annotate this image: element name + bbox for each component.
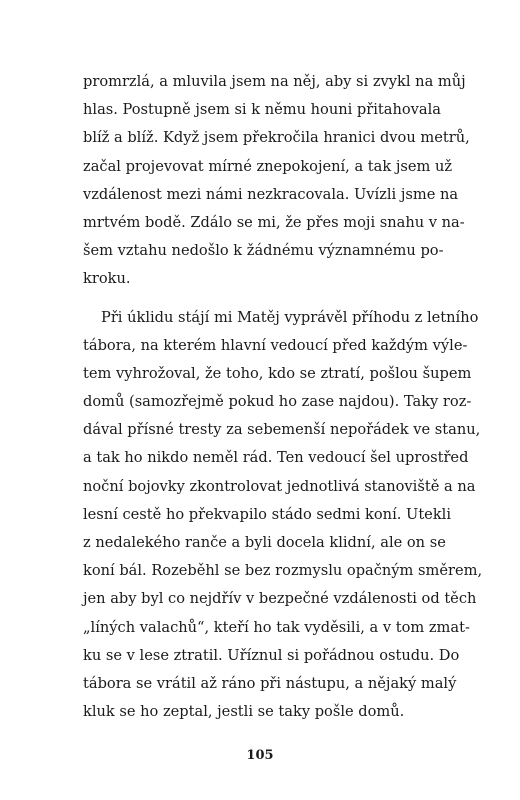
text-line: Při úklidu stájí mi Matěj vyprávěl příhodu z letního <box>101 308 479 326</box>
text-line: lesní cestě ho překvapilo stádo sedmi koní. Utekli <box>83 505 451 523</box>
body-text <box>83 68 483 726</box>
text-line: šem vztahu nedošlo k žádnému významnému po- <box>83 242 444 260</box>
paragraph-spacer <box>83 294 438 304</box>
text-line: ku se v lese ztratil. Uříznul si pořádnou ostudu. Do <box>83 646 460 664</box>
text-line: vzdálenost mezi námi nezkracovala. Uvízli jsme na <box>83 185 459 203</box>
text-line: a tak ho nikdo neměl rád. Ten vedoucí šel uprostřed <box>83 449 469 467</box>
text-line: jen aby byl co nejdřív v bezpečné vzdálenosti od těch <box>83 590 477 608</box>
text-line: tábora se vrátil až ráno při nástupu, a nějaký malý <box>83 674 457 692</box>
paragraph-1 <box>83 68 470 294</box>
text-line: tábora, na kterém hlavní vedoucí před každým výle- <box>83 336 468 354</box>
text-line: začal projevovat mírné znepokojení, a tak jsem už <box>83 157 453 175</box>
paragraph-2 <box>83 304 483 727</box>
text-line: tem vyhrožoval, že toho, kdo se ztratí, pošlou šupem <box>83 364 472 382</box>
text-line: hlas. Postupně jsem si k němu houni přitahovala <box>83 101 441 119</box>
text-line: koní bál. Rozeběhl se bez rozmyslu opačným směrem, <box>83 562 483 580</box>
text-line: „líných valachů“, kteří ho tak vyděsili, a v tom zmat- <box>83 618 470 636</box>
text-line: kroku. <box>83 270 131 288</box>
text-line: z nedalekého ranče a byli docela klidní, ale on se <box>83 534 446 551</box>
text-line: promrzlá, a mluvila jsem na něj, aby si zvykl na můj <box>83 73 466 90</box>
text-line: dával přísné tresty za sebemenší nepořádek ve stanu, <box>83 421 481 439</box>
text-line: mrtvém bodě. Zdálo se mi, že přes moji snahu v na- <box>83 213 465 231</box>
text-line: noční bojovky zkontrolovat jednotlivá stanoviště a na <box>83 477 476 495</box>
text-line: kluk se ho zeptal, jestli se taky pošle domů. <box>83 703 405 721</box>
text-line: blíž a blíž. Když jsem překročila hranici dvou metrů, <box>83 129 470 147</box>
text-line: domů (samozřejmě pokud ho zase najdou). Taky roz- <box>83 393 472 411</box>
page-number: 105 <box>246 748 274 763</box>
